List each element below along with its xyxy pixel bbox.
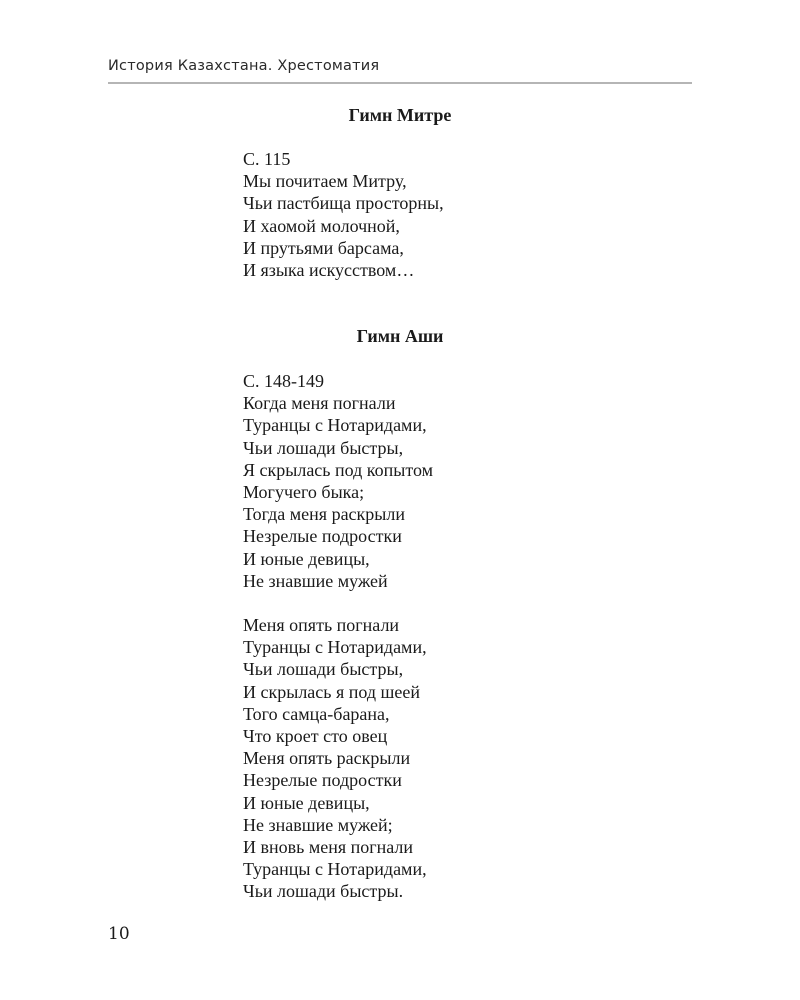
verse-line: Мы почитаем Митру,: [243, 171, 407, 192]
verse-line: И языка искусством…: [243, 260, 415, 281]
verse-line: И вновь меня погнали: [243, 837, 414, 858]
verse-line: Меня опять раскрыли: [243, 748, 411, 769]
verse-line: Могучего быка;: [243, 482, 365, 503]
verse-line: Когда меня погнали: [243, 393, 396, 414]
section-title-mithra: Гимн Митре: [348, 105, 452, 125]
verse-line: Что кроет сто овец: [243, 726, 388, 747]
verse-line: Того самца-барана,: [243, 703, 390, 724]
verse-line: И скрылась я под шеей: [243, 681, 421, 702]
verse-line: Не знавшие мужей: [243, 570, 388, 591]
verse-line: И юные девицы,: [243, 792, 370, 813]
verse-line: Туранцы с Нотаридами,: [243, 415, 427, 436]
verse-block: [243, 614, 427, 903]
verse-line: Незрелые подростки: [243, 770, 402, 791]
verse-line: Не знавшие мужей;: [243, 814, 393, 835]
verse-block: [243, 148, 444, 281]
verse-line: Туранцы с Нотаридами,: [243, 859, 427, 880]
verse-line: Чьи лошади быстры,: [243, 659, 404, 680]
page-number: 10: [108, 924, 130, 944]
verse-line: Тогда меня раскрыли: [243, 504, 405, 525]
verse-line: Меня опять погнали: [243, 615, 400, 635]
verse-line: Я скрылась под копытом: [243, 459, 434, 480]
page-reference: С. 115: [243, 149, 291, 169]
verse-line: И хаомой молочной,: [243, 215, 400, 236]
section-title-ashi: Гимн Аши: [356, 326, 444, 346]
verse-line: Чьи лошади быстры,: [243, 437, 404, 458]
page-reference: С. 148-149: [243, 371, 324, 391]
verse-line: И прутьями барсама,: [243, 237, 404, 258]
verse-line: Чьи пастбища просторны,: [243, 193, 444, 214]
verse-line: Туранцы с Нотаридами,: [243, 637, 427, 658]
verse-block: [243, 370, 433, 592]
verse-line: И юные девицы,: [243, 548, 370, 569]
header-rule: [108, 82, 692, 84]
running-header: История Казахстана. Хрестоматия: [108, 58, 380, 74]
verse-line: Чьи лошади быстры.: [243, 881, 404, 902]
verse-line: Незрелые подростки: [243, 526, 402, 547]
